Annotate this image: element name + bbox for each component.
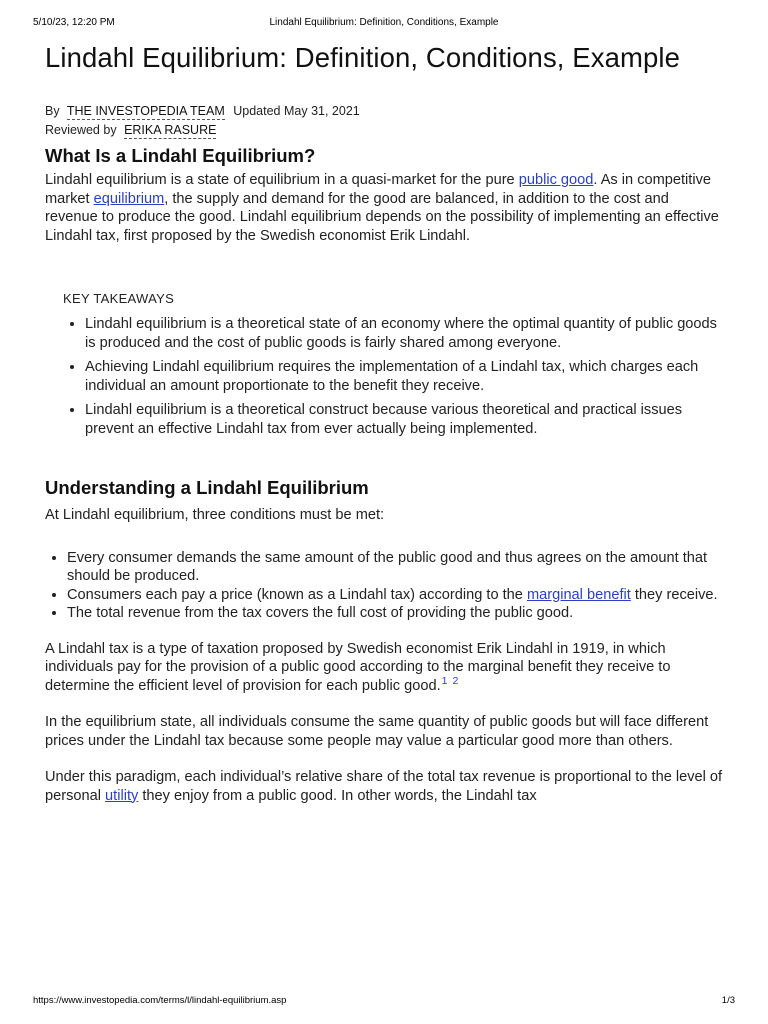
- list-item: • Achieving Lindahl equilibrium requires the implementation of a Lindahl tax, which charges each individual an amount proportionate to the benefit they receive.: [85, 358, 725, 395]
- paradigm-text-a: Under this paradigm, each individual’s relative share of the total tax revenue is proportional to the level of personal: [45, 769, 723, 804]
- by-label: By: [45, 104, 60, 118]
- key-takeaways: [63, 291, 725, 438]
- print-header: [33, 17, 735, 31]
- print-datetime: 5/10/23, 12:20 PM: [33, 17, 115, 28]
- list-item: • Every consumer demands the same amount of the public good and thus agrees on the amount that should be produced.: [67, 549, 725, 586]
- cond2-text-a: Consumers each pay a price (known as a Lindahl tax) according to the: [67, 586, 527, 603]
- list-item: • Lindahl equilibrium is a theoretical state of an economy where the optimal quantity of public goods is produced and the cost of public goods is fairly shared among everyone.: [85, 315, 725, 352]
- byline-author-row: [45, 102, 725, 121]
- cond2-text-b: they receive.: [630, 586, 718, 603]
- marginal-benefit-link[interactable]: marginal benefit: [526, 586, 631, 603]
- conditions-intro: At Lindahl equilibrium, three conditions must be met:: [45, 507, 385, 523]
- reviewer-link[interactable]: ERIKA RASURE: [124, 123, 217, 137]
- intro-text-b: . As in competitive market: [45, 172, 712, 207]
- intro-paragraph: [45, 171, 725, 245]
- equilibrium-state-paragraph: In the equilibrium state, all individuals consume the same quantity of public goods but will face different prices under the Lindahl tax because some people may value a particular good more than others.: [45, 714, 709, 749]
- print-url: https://www.investopedia.com/terms/l/lindahl-equilibrium.asp: [33, 995, 287, 1006]
- list-item: • Lindahl equilibrium is a theoretical construct because various theoretical and practical issues prevent an effective Lindahl tax from ever actually being implemented.: [85, 401, 725, 438]
- intro-text-a: Lindahl equilibrium is a state of equilibrium in a quasi-market for the pure: [45, 172, 519, 188]
- citation-2[interactable]: 2: [452, 674, 459, 687]
- public-good-link[interactable]: public good: [518, 172, 594, 188]
- reviewed-by-label: Reviewed by: [45, 123, 117, 137]
- section-heading-what-is: What Is a Lindahl Equilibrium?: [45, 145, 316, 166]
- key-takeaways-title: KEY TAKEAWAYS: [63, 291, 175, 306]
- updated-date: Updated May 31, 2021: [233, 104, 360, 118]
- article: [45, 42, 725, 805]
- print-page-title: Lindahl Equilibrium: Definition, Conditions, Example: [269, 17, 499, 28]
- lindahl-tax-text: A Lindahl tax is a type of taxation proposed by Swedish economist Erik Lindahl in 1919, in which individuals pay for the provision of a public good according to the marginal benefit they receive to determine the efficient level of provision for each public good.: [45, 640, 671, 694]
- conditions-list: [45, 549, 725, 623]
- key-takeaways-list: [63, 315, 725, 438]
- paradigm-text-b: they enjoy from a public good. In other words, the Lindahl tax: [138, 787, 537, 804]
- article-title: Lindahl Equilibrium: Definition, Conditions, Example: [45, 42, 680, 73]
- utility-link[interactable]: utility: [105, 787, 139, 804]
- page-number: 1/3: [721, 995, 735, 1006]
- paradigm-paragraph: [45, 768, 725, 805]
- list-item: [67, 586, 725, 605]
- byline: [45, 102, 725, 140]
- lindahl-tax-paragraph: [45, 640, 725, 696]
- author-link[interactable]: THE INVESTOPEDIA TEAM: [66, 104, 225, 118]
- citation-1[interactable]: 1: [441, 674, 448, 687]
- section-heading-understanding: Understanding a Lindahl Equilibrium: [45, 477, 369, 498]
- list-item: • The total revenue from the tax covers the full cost of providing the public good.: [67, 604, 725, 623]
- byline-reviewer-row: [45, 121, 725, 140]
- equilibrium-link[interactable]: equilibrium: [93, 190, 165, 207]
- intro-text-c: , the supply and demand for the good are balanced, in addition to the cost and revenue to produce the good. Lindahl equilibrium depends on the possibility of implementing an effective Lindahl tax, first proposed by the Swedish economist Erik Lindahl.: [45, 190, 719, 244]
- print-footer: [33, 995, 735, 1009]
